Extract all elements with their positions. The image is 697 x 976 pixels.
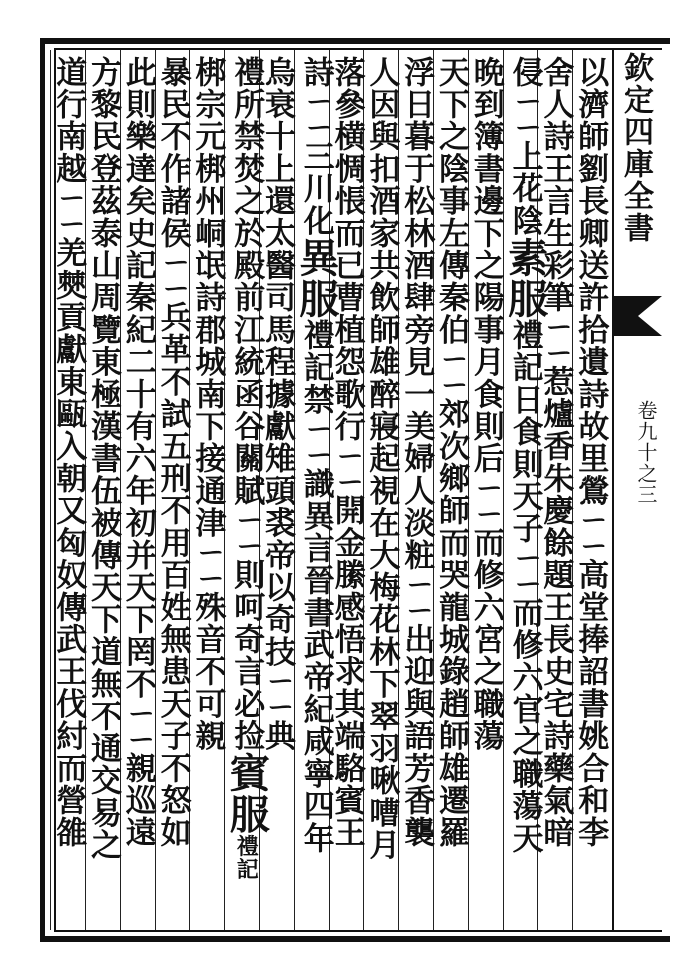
text-segment: 暴民不作諸侯ㄧㄧ兵革不試五刑不用百姓無患天子不怒如 [154, 56, 191, 849]
text-segment: 此則樂達矣史記秦紀二十有六年初并天下罔不ㄧㄧ親巡遠 [119, 56, 156, 849]
text-segment: 晩到簿書邊 [467, 56, 504, 217]
column-text [467, 56, 504, 752]
text-column [119, 56, 156, 924]
column-text [50, 56, 87, 849]
text-column [191, 56, 224, 924]
column-text [292, 56, 340, 855]
column-text [154, 56, 191, 849]
text-segment: 禮所禁焚之於殿前江統函谷關賦ㄧㄧ則呵奇言必捡 [228, 56, 265, 752]
column-text [363, 56, 400, 861]
text-segment: 方黎民登茲泰山周覽東極漢書伍被傳天下道無不通交易之 [85, 56, 121, 861]
text-segment: 侵ㄧㄧ上花陰 [506, 56, 543, 237]
text-column [223, 56, 271, 924]
frame-inner-bottom-rule [54, 930, 662, 932]
text-segment: 梆宗元梆州峒氓詩郡城南下接通津ㄧㄧ殊音不可親 [189, 56, 226, 752]
text-column [87, 56, 120, 924]
column-text [572, 56, 609, 849]
fish-tail-mark [614, 296, 662, 336]
text-column [154, 56, 191, 924]
column-text [501, 56, 549, 855]
text-segment: 烏衰十上還 [259, 56, 295, 217]
text-segment: 人因與扣酒家共飲師雄醉寢起視在大梅花林下翠羽啾嘈月 [363, 56, 400, 861]
column-text [223, 56, 271, 881]
column-text [119, 56, 156, 849]
frame-left-rule [40, 38, 45, 942]
text-segment: 舍人詩王言生彩筆ㄧㄧ惹爐香朱慶餘題王長史宅詩藥氣暗 [537, 56, 574, 849]
small-note: 禮記 [233, 834, 260, 881]
column-text [85, 56, 121, 861]
text-segment: 落參横惆悵而已曹植怨歌行ㄧㄧ開金縢感悟求其端駱賓王 [328, 56, 365, 849]
text-segment: 禮記禁ㄧㄧ識異言晉書武帝紀咸寧四年 [297, 319, 334, 855]
text-column [467, 56, 504, 924]
text-column [501, 56, 549, 924]
headword: 賓服 [223, 752, 271, 835]
column-text [398, 56, 435, 849]
book-title: 欽定四庫全書 [618, 52, 653, 244]
headword: 素服 [501, 236, 549, 320]
text-segment: 太醫司馬程據獻雉頭裘帝以奇技ㄧㄧ典 [259, 217, 295, 752]
text-column [435, 56, 468, 924]
text-segment: 下之陽事月食則后ㄧㄧ而修六宮之職蕩 [467, 217, 504, 752]
text-column [574, 56, 607, 924]
text-segment: 詩ㄧㄧ三川化 [297, 56, 334, 237]
volume-label: 卷九十之三 [634, 400, 658, 505]
frame-bottom-rule [40, 936, 670, 942]
frame-inner-top-rule [54, 48, 662, 50]
text-segment: 浮日暮于松林酒肆旁見一美婦人淡粧ㄧㄧ出迎與語芳香襲 [398, 56, 435, 849]
text-column [292, 56, 340, 924]
text-column [400, 56, 433, 924]
text-column [52, 56, 85, 924]
column-text [189, 56, 226, 752]
text-column [365, 56, 398, 924]
text-segment: 道行南越ㄧㄧ羌僰貢獻東甌入朝又匈奴傳武王伐紂而營雒 [50, 56, 87, 849]
column-text [433, 56, 469, 849]
text-segment: 禮記日食則天子ㄧㄧ而修六官之職蕩天 [506, 319, 543, 855]
text-segment: 天下之陰事左傳秦伯ㄧㄧ郊次鄉師而哭龍城錄趙師雄遷羅 [433, 56, 469, 849]
text-segment: 以濟師劉長卿送許拾遺詩故里鶯ㄧㄧ高堂捧詔書姚合和李 [572, 56, 609, 849]
frame-top-rule [40, 38, 670, 44]
margin-rule [612, 48, 614, 932]
headword: 異服 [292, 236, 340, 320]
